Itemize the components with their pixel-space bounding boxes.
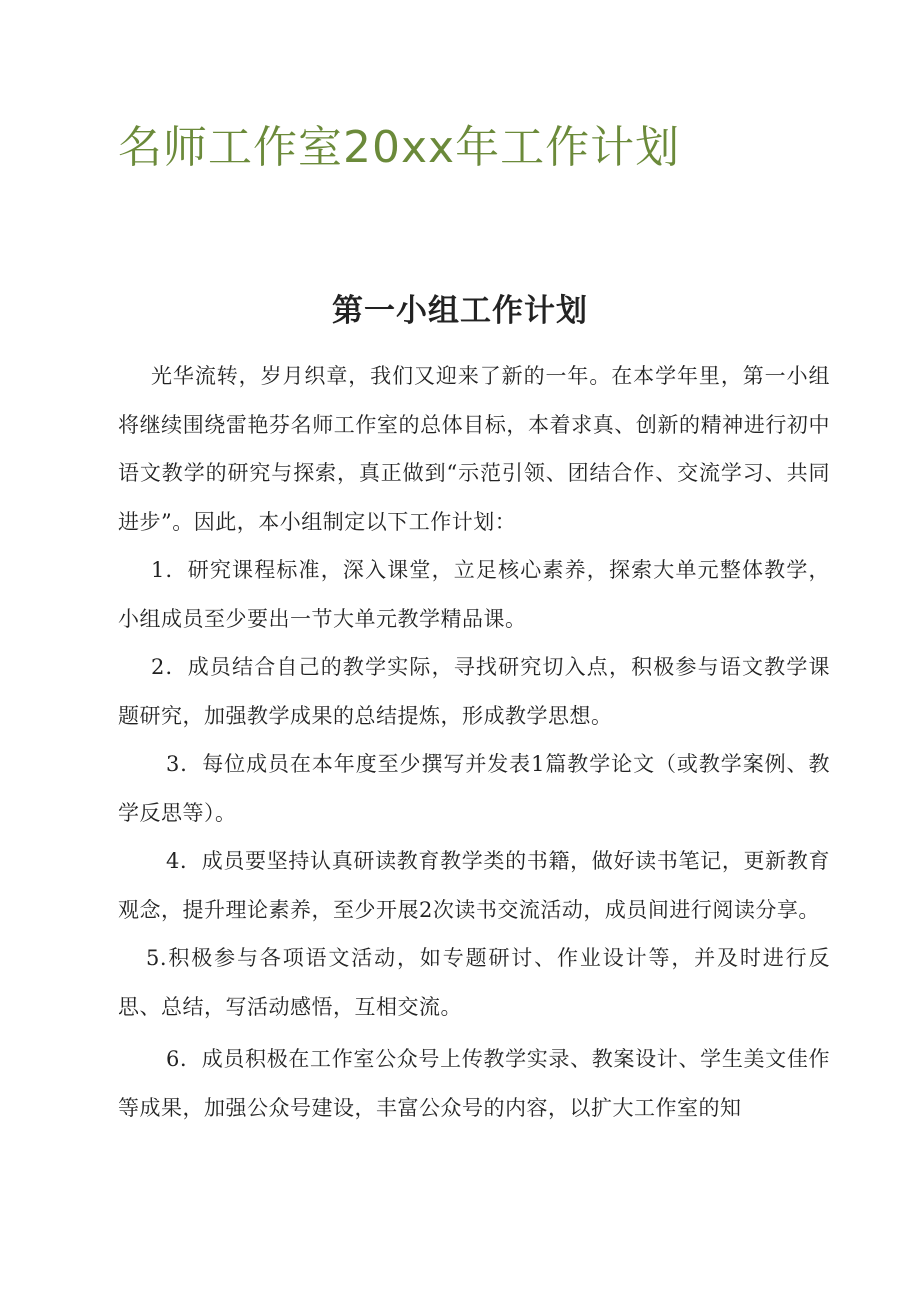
plan-item-4: 4．成员要坚持认真研读教育教学类的书籍，做好读书笔记，更新教育观念，提升理论素养，至少开展2次读书交流活动，成员间进行阅读分享。 xyxy=(118,849,830,922)
plan-item-2: 2．成员结合自己的教学实际，寻找研究切入点，积极参与语文教学课题研究，加强教学成果的总结提炼，形成教学思想。 xyxy=(118,655,830,728)
document-body xyxy=(118,352,830,1132)
section-title: 第一小组工作计划 xyxy=(332,293,588,329)
plan-item-5: 5.积极参与各项语文活动，如专题研讨、作业设计等，并及时进行反思、总结，写活动感悟，互相交流。 xyxy=(118,946,830,1019)
plan-item-3: 3．每位成员在本年度至少撰写并发表1篇教学论文（或教学案例、教学反思等）。 xyxy=(118,752,830,825)
intro-paragraph: 光华流转，岁月织章，我们又迎来了新的一年。在本学年里，第一小组将继续围绕雷艳芬名师工作室的总体目标，本着求真、创新的精神进行初中语文教学的研究与探索，真正做到“示范引领、团结合作、交流学习、共同进步”。因此，本小组制定以下工作计划： xyxy=(118,364,830,534)
plan-item-6: 6．成员积极在工作室公众号上传教学实录、教案设计、学生美文佳作等成果，加强公众号建设，丰富公众号的内容，以扩大工作室的知 xyxy=(118,1047,830,1120)
document-title: 名师工作室20xx年工作计划 xyxy=(118,122,681,173)
plan-item-1: 1．研究课程标准，深入课堂，立足核心素养，探索大单元整体教学，小组成员至少要出一节大单元教学精品课。 xyxy=(118,558,830,631)
